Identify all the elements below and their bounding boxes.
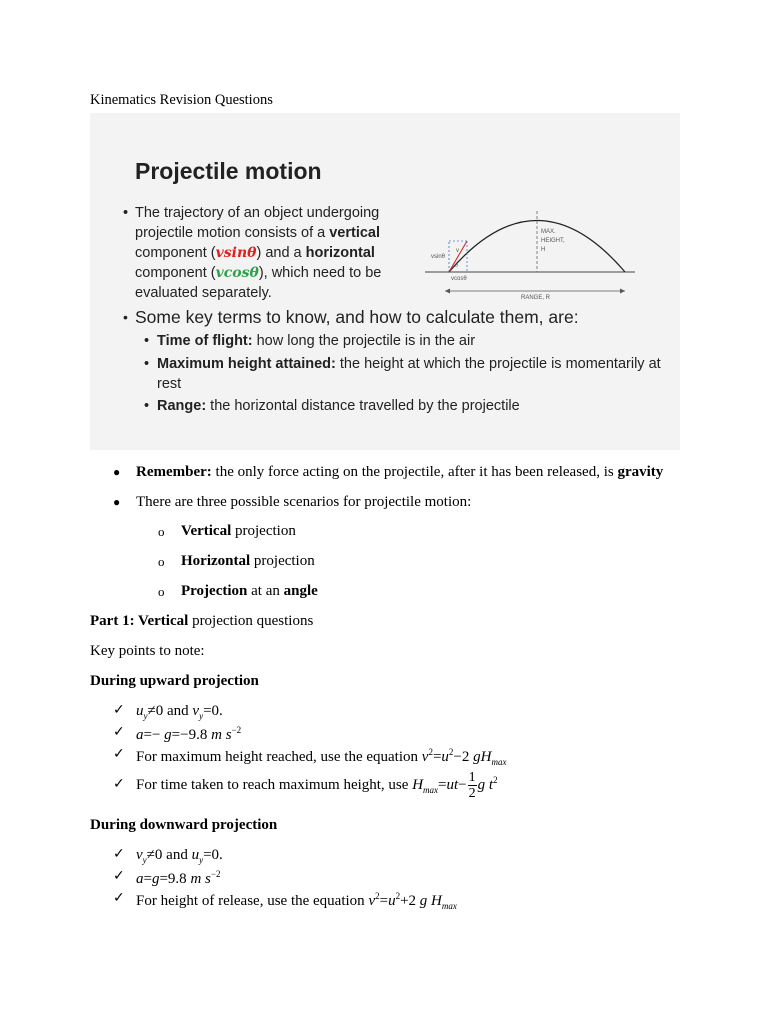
slide-term-time-of-flight: • Time of flight: how long the projectile is in the air — [144, 333, 476, 349]
key-points-label: Key points to note: — [90, 643, 205, 659]
trajectory-diagram — [425, 201, 635, 301]
diagram-max-label: MAX. — [541, 229, 556, 235]
projectile-motion-slide — [90, 113, 680, 450]
check-icon: ✓ — [113, 724, 125, 740]
diagram-range-label: RANGE, R — [521, 295, 551, 301]
sub-bullet-marker: o — [158, 524, 165, 539]
part1-heading: Part 1: Vertical projection questions — [90, 613, 314, 629]
downward-acceleration: a=g=9.8 m $s^{-2}$ — [136, 869, 221, 887]
upward-max-height-equation: For maximum height reached, use the equation $v^2=u^2-2$ $gH_{max}$ — [136, 747, 507, 767]
bullet-dot: ● — [113, 495, 121, 509]
upward-time-equation: For time taken to reach maximum height, use $H_{max}=ut-$ $\frac{1}{2}$ g $t^2$ — [136, 770, 498, 801]
check-icon: ✓ — [113, 868, 125, 884]
diagram-v-label: v — [456, 248, 459, 254]
scenario-angle: Projection at an angle — [181, 583, 318, 599]
downward-heading: During downward projection — [90, 817, 278, 833]
upward-acceleration: a=− g=−9.8 m $s^{-2}$ — [136, 725, 242, 743]
document-title: Kinematics Revision Questions — [90, 92, 273, 108]
slide-term-range: • Range: the horizontal distance travelled by the projectile — [144, 398, 520, 414]
check-icon: ✓ — [113, 890, 125, 906]
downward-condition-1: $v_y\ne 0$ and $u_y=0$. — [136, 847, 223, 865]
upward-heading: During upward projection — [90, 673, 259, 689]
check-icon: ✓ — [113, 746, 125, 762]
diagram-h-label: H — [541, 247, 546, 253]
diagram-vcos-label: vcosθ — [451, 276, 467, 282]
sub-bullet-marker: o — [158, 554, 165, 569]
slide-heading: Projectile motion — [135, 158, 322, 184]
check-icon: ✓ — [113, 776, 125, 792]
slide-term-max-height: • Maximum height attained: the height at which the projectile is momentarily at rest — [144, 356, 661, 392]
check-icon: ✓ — [113, 702, 125, 718]
scenario-horizontal: Horizontal projection — [181, 553, 315, 569]
slide-bullet-key-terms: • Some key terms to know, and how to calculate them, are: — [123, 307, 579, 327]
diagram-theta-label: θ — [455, 263, 458, 269]
downward-release-height-equation: For height of release, use the equation $v^2=u^2+2$ g $H_{max}$ — [136, 891, 457, 911]
sub-bullet-marker: o — [158, 584, 165, 599]
bullet-dot: ● — [113, 465, 121, 479]
slide-bullet-trajectory: • The trajectory of an object undergoing projectile motion consists of a vertical component (vsinθ) and a horizontal component (vcosθ), which need to be evaluated separately. — [123, 205, 382, 301]
upward-condition-1: $u_y\ne 0$ and $v_y=0$. — [136, 703, 223, 721]
remember-line: Remember: the only force acting on the projectile, after it has been released, is gravity — [136, 464, 664, 480]
diagram-height-label: HEIGHT, — [541, 238, 565, 244]
check-icon: ✓ — [113, 846, 125, 862]
scenarios-line: There are three possible scenarios for projectile motion: — [136, 494, 472, 510]
scenario-vertical: Vertical projection — [181, 523, 296, 539]
diagram-vsin-label: vsinθ — [431, 254, 446, 260]
